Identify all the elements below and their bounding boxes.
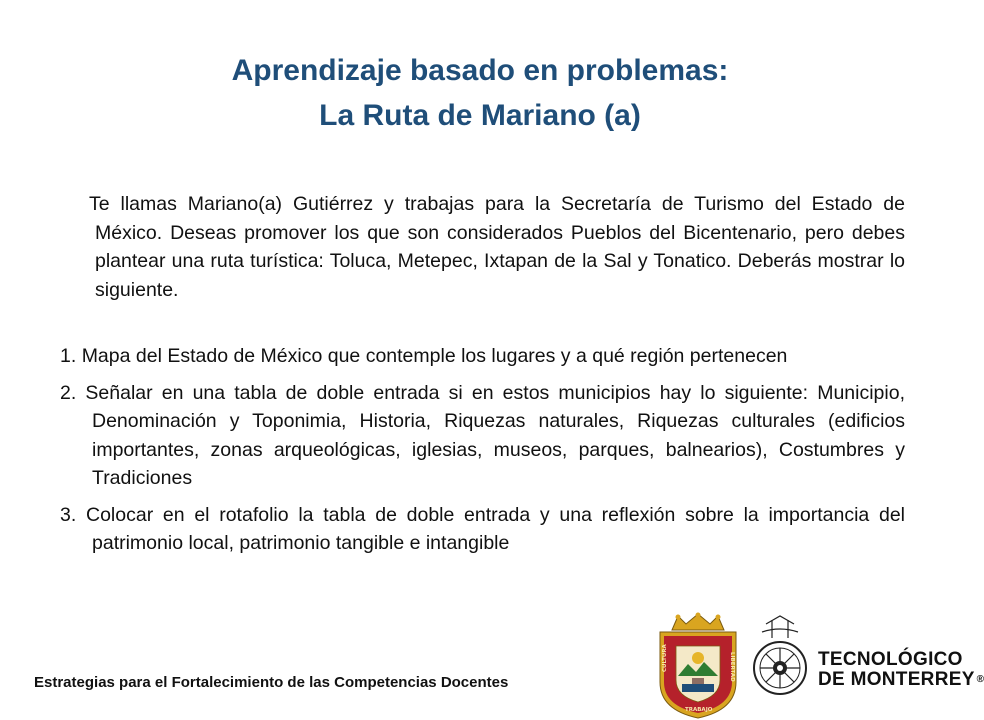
tec-wordmark-line-1: TECNOLÓGICO [818,649,963,670]
task-number: 1. [60,345,77,367]
task-number: 3. [60,503,77,526]
tec-monterrey-seal-logo [748,614,812,702]
task-list [60,342,905,558]
task-text: Señalar en una tabla de doble entrada si en estos municipios hay lo siguiente: Municipio, Denominación y Toponimia, Historia, Riquezas naturales, Riquezas culturales (edificios importantes, zonas arqueológicas, iglesias, museos, parques, balnearios), Costumbres y Tradiciones [85,381,905,489]
crown-icon [672,613,724,631]
task-item-1 [60,342,905,371]
task-text: Mapa del Estado de México que contemple los lugares y a qué región pertenecen [81,345,788,367]
svg-text:LIBERTAD: LIBERTAD [729,652,735,682]
task-item-3 [60,501,905,558]
title-line-1: Aprendizaje basado en problemas: [231,54,729,87]
slide-title [0,48,960,138]
slide-body [60,190,905,566]
title-line-2: La Ruta de Mariano (a) [319,99,641,132]
footer-text: Estrategias para el Fortalecimiento de las Competencias Docentes [34,674,509,691]
tec-monterrey-wordmark [818,650,984,690]
tec-wordmark-line-2-text: DE MONTERREY [818,669,975,690]
svg-text:CULTURA: CULTURA [662,644,668,672]
intro-paragraph: Te llamas Mariano(a) Gutiérrez y trabajas para la Secretaría de Turismo del Estado de México. Deseas promover los que son considerados Pueblos del Bicentenario, pero debes plantear una ruta turística: Toluca, Metepec, Ixtapan de la Sal y Tonatico. Deberás mostrar lo siguiente. [89,193,905,301]
task-item-2 [60,379,905,493]
tec-wordmark-line-2 [818,670,984,690]
svg-text:TRABAJO: TRABAJO [685,707,713,713]
task-text: Colocar en el rotafolio la tabla de doble entrada y una reflexión sobre la importancia del patrimonio local, patrimonio tangible e intangible [86,503,906,554]
edomex-coat-of-arms-logo [652,612,744,720]
task-number: 2. [60,381,77,404]
registered-mark: ® [976,674,984,685]
